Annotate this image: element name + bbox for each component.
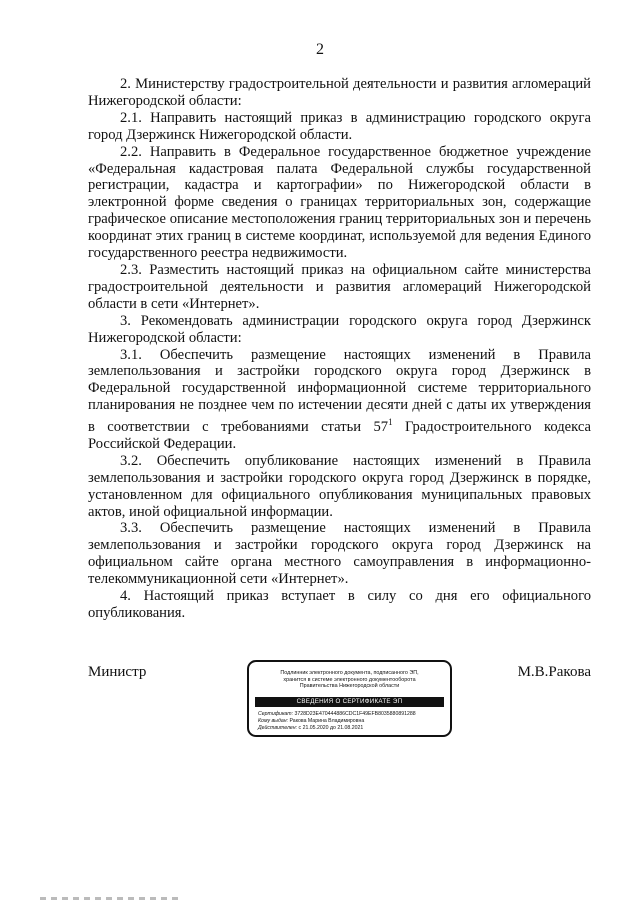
stamp-cert-label: Сертификат: — [258, 711, 294, 717]
scan-footer-artifact — [40, 897, 180, 900]
paragraph-3-2: 3.2. Обеспечить опубликование настоящих изменений в Правила землепользования и застройки городского округа город Дзержинск в порядке, установленном для официального опубликования муниципальных правовых актов, иной официальной информации. — [88, 452, 591, 520]
article-superscript: 1 — [388, 417, 393, 428]
stamp-issued-label: Кому выдан: — [258, 717, 289, 724]
stamp-intro-line-2: хранится в системе электронного документооборота — [283, 676, 416, 683]
paragraph-2-3: 2.3. Разместить настоящий приказ на официальном сайте министерства градостроительной деятельности и развития агломераций Нижегородской области в сети «Интернет». — [88, 261, 591, 312]
stamp-certificate-row — [258, 711, 444, 718]
stamp-valid-label: Действителен: — [258, 724, 298, 731]
page-number: 2 — [316, 41, 324, 58]
paragraph-2: 2. Министерству градостроительной деятельности и развития агломераций Нижегородской области: — [88, 76, 591, 109]
paragraph-3-1 — [88, 347, 591, 453]
electronic-signature-stamp — [247, 660, 452, 737]
paragraph-3-3: 3.3. Обеспечить размещение настоящих изменений в Правила землепользования и застройки городского округа город Дзержинск на официальном сайте органа местного самоуправления в информационно-телекоммуникационной сети «Интернет». — [88, 520, 591, 588]
stamp-intro-line-3: Правительства Нижегородской области — [299, 683, 400, 690]
paragraph-3-1-text: 3.1. Обеспечить размещение настоящих изменений в Правила землепользования и застройки городского округа город Дзержинск в Федеральной государственной информационной системе территориального планирования не позднее чем по истечении десяти дней с даты их утверждения в соответствии с требованиями статьи 57 — [88, 346, 591, 435]
stamp-issued-row — [258, 718, 444, 725]
stamp-intro — [255, 670, 444, 690]
paragraph-3-1-tail: Градостроительного кодекса Российской Федерации. — [88, 418, 592, 452]
stamp-valid-row — [258, 725, 444, 732]
paragraph-3: 3. Рекомендовать администрации городского округа город Дзержинск Нижегородской области: — [88, 312, 591, 346]
stamp-certificate-header: СВЕДЕНИЯ О СЕРТИФИКАТЕ ЭП — [255, 697, 444, 707]
document-body — [88, 76, 591, 622]
paragraph-2-2: 2.2. Направить в Федеральное государственное бюджетное учреждение «Федеральная кадастровая палата Федеральной службы государственной регистрации, кадастра и картографии» по Нижегородской области в электронной форме сведения о границах территориальных зон, содержащие графическое описание местоположения границ территориальных зон и перечень координат этих границ в системе координат, используемой для ведения Единого государственного реестра недвижимости. — [88, 143, 591, 262]
stamp-valid-value: с 21.05.2020 до 21.08.2021 — [298, 724, 364, 731]
signatory-name: М.В.Ракова — [517, 664, 591, 680]
paragraph-4: 4. Настоящий приказ вступает в силу со дня его официального опубликования. — [88, 588, 591, 621]
signatory-title: Министр — [88, 664, 147, 680]
stamp-details — [258, 711, 444, 731]
stamp-cert-value: 3728D23E470444886CDC1F49EFB8035880891288 — [294, 711, 416, 717]
stamp-issued-value: Ракова Марина Владимировна — [289, 717, 365, 724]
stamp-intro-line-1: Подлинник электронного документа, подписанного ЭП, — [280, 670, 419, 676]
paragraph-2-1: 2.1. Направить настоящий приказ в администрацию городского округа город Дзержинск Нижегородской области. — [88, 109, 591, 143]
signature-block — [88, 660, 591, 740]
